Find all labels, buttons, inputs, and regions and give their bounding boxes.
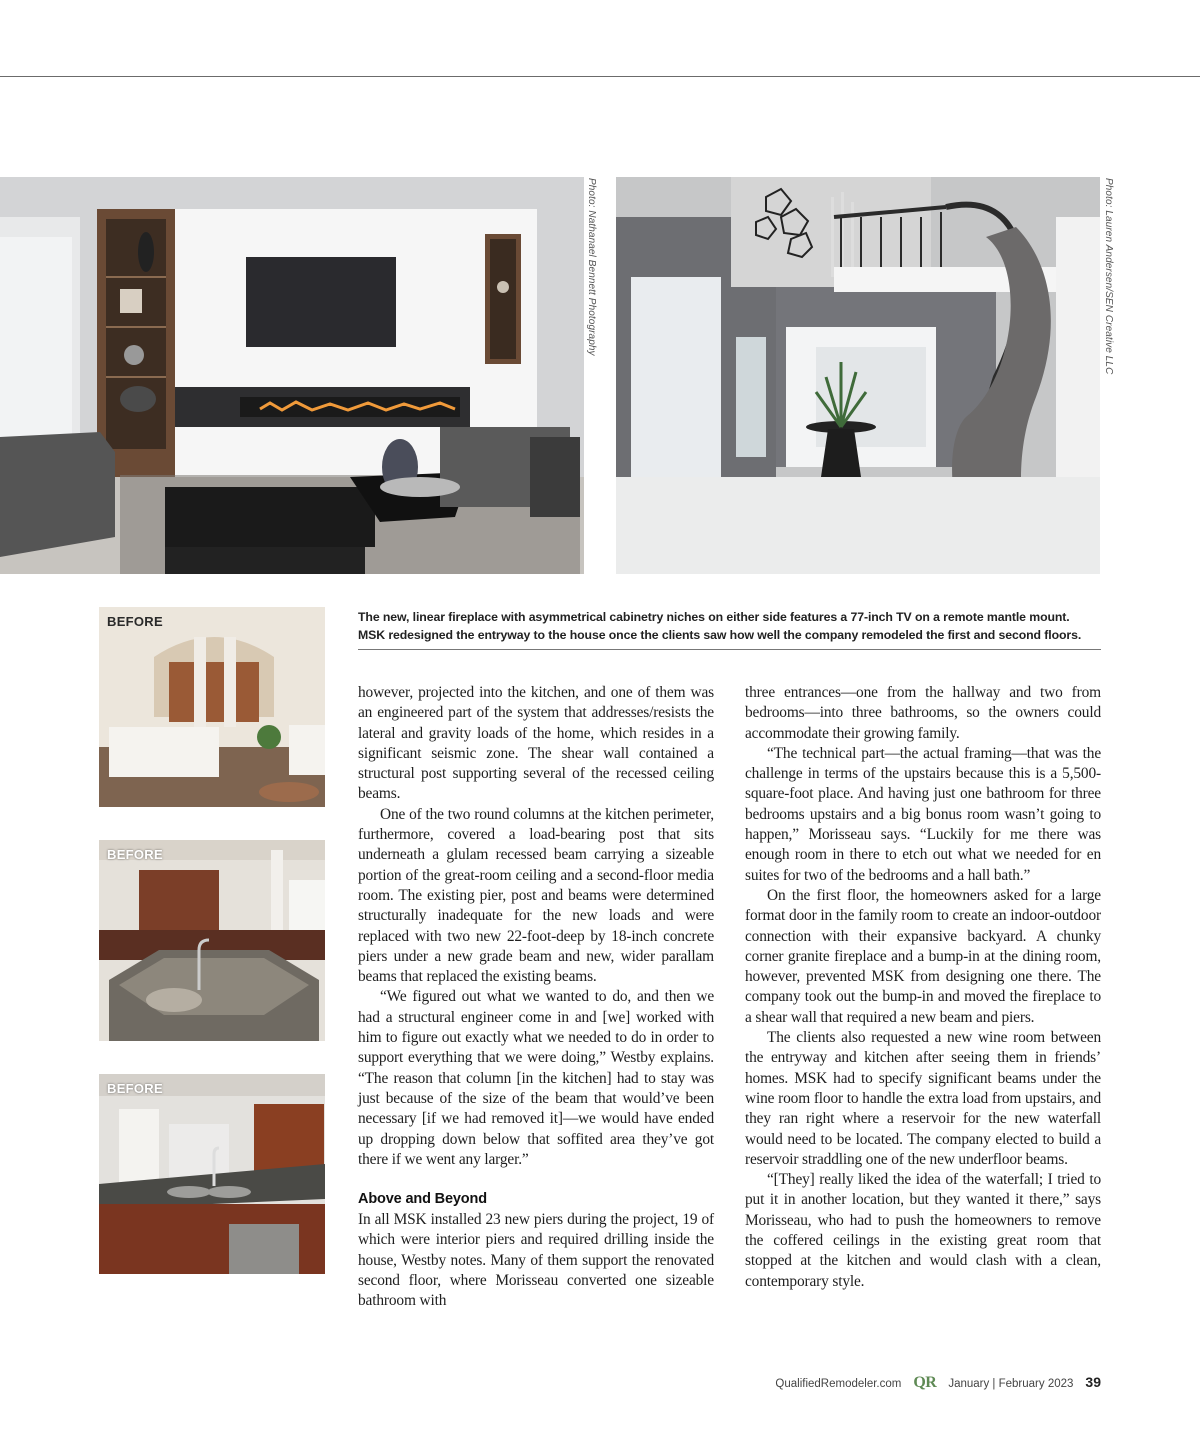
caption-line-2: MSK redesigned the entryway to the house once the clients saw how well the company remodeled the first and second floors.: [358, 628, 1082, 642]
section-heading: Above and Beyond: [358, 1191, 487, 1208]
before-living-room-illustration: [99, 607, 325, 807]
before-sink-illustration: [99, 1074, 325, 1274]
caption-line-1: The new, linear fireplace with asymmetrical cabinetry niches on either side features a 77-inch TV on a remote mantle mount.: [358, 610, 1070, 624]
entryway-staircase-photo: [616, 177, 1100, 574]
fireplace-illustration: [0, 177, 584, 574]
before-photo-kitchen-island: [99, 840, 325, 1041]
article-paragraph: The clients also requested a new wine room between the entryway and kitchen after seeing them in friends’ homes. MSK had to specify significant beams under the wine room floor to handle the extra load from upstairs, and they ran right where a reservoir for the new waterfall would need to be located. The company elected to build a reservoir straddling one of the new underfloor beams.: [745, 1029, 1101, 1168]
article-paragraph: One of the two round columns at the kitchen perimeter, furthermore, covered a load-bearing post that sits underneath a glulam recessed beam carrying a sizeable portion of the great-room ceiling and a second-floor media room. The existing pier, post and beams were determined structurally inadequate for the new loads and were replaced with two new 22-foot-deep by 18-inch concrete piers under a new grade beam and new, wider parallam beams that replaced the existing beams.: [358, 805, 714, 986]
article-paragraph: On the first floor, the homeowners asked for a large format door in the family room to create an indoor-outdoor connection with their expansive backyard. A chunky corner granite fireplace and a bump-in at the dining room, however, prevented MSK from designing one there. The company took out the bump-in and moved the fireplace to a shear wall that required a new beam and piers.: [745, 886, 1101, 1026]
footer-website-link[interactable]: QualifiedRemodeler.com: [775, 1378, 902, 1390]
page-footer: [775, 1374, 1101, 1394]
top-rule: [0, 76, 1200, 77]
article-column-left: [358, 683, 714, 1312]
before-label: BEFORE: [107, 1081, 163, 1096]
article-column-right: [745, 683, 1101, 1292]
fireplace-photo-credit: Photo: Nathanael Bennett Photography: [586, 178, 597, 356]
entryway-illustration: [616, 177, 1100, 574]
photo-caption: [358, 608, 1103, 644]
before-photo-living-room: [99, 607, 325, 807]
caption-rule: [358, 649, 1101, 650]
article-paragraph: “[They] really liked the idea of the waterfall; I tried to put it in another location, but they wanted it there,” says Morisseau, who had to push the homeowners to remove the coffered ceilings in the existing great room that stopped at the kitchen and would clash with a clean, contemporary style.: [745, 1171, 1101, 1290]
article-paragraph: “We figured out what we wanted to do, and then we had a structural engineer come in and [we] worked with him to figure out exactly what we needed to do in order to support everything that we were doing,” Westby explains. “The reason that column [in the kitchen] had to stay was just because of the size of the beam that would’ve been necessary [if we had removed it]—we would have ended up dropping down below that soffited area they’ve got there if we went any larger.”: [358, 988, 714, 1168]
footer-issue-date: January | February 2023: [948, 1378, 1074, 1390]
before-kitchen-illustration: [99, 840, 325, 1041]
article-paragraph: “The technical part—the actual framing—that was the challenge in terms of the upstairs because this is a 5,500-square-foot place. And having just one bathroom for three bedrooms upstairs and a big bonus room wasn’t going to happen,” Morisseau says. “Luckily for me there was enough room in there to etch out what we needed for en suites for two of the bedrooms and a hall bath.”: [745, 744, 1101, 884]
before-label: BEFORE: [107, 614, 163, 629]
article-paragraph: however, projected into the kitchen, and one of them was an engineered part of the system that addresses/resists the lateral and gravity loads of the home, which resides in a significant seismic zone. The shear wall contained a structural post supporting several of the recessed ceiling beams.: [358, 684, 714, 803]
before-label: BEFORE: [107, 847, 163, 862]
before-photo-kitchen-sink: [99, 1074, 325, 1274]
entryway-photo-credit: Photo: Lauren Andersen/SEN Creative LLC: [1103, 178, 1114, 375]
article-paragraph: three entrances—one from the hallway and two from bedrooms—into three bathrooms, so the owners could accommodate their growing family.: [745, 684, 1101, 742]
fireplace-living-room-photo: [0, 177, 584, 574]
article-paragraph: In all MSK installed 23 new piers during the project, 19 of which were interior piers and required drilling inside the house, Westby notes. Many of them support the renovated second floor, where Morisseau converted one sizeable bathroom with: [358, 1211, 714, 1310]
qr-logo-icon: QR: [913, 1374, 937, 1391]
page-number: 39: [1085, 1374, 1101, 1390]
